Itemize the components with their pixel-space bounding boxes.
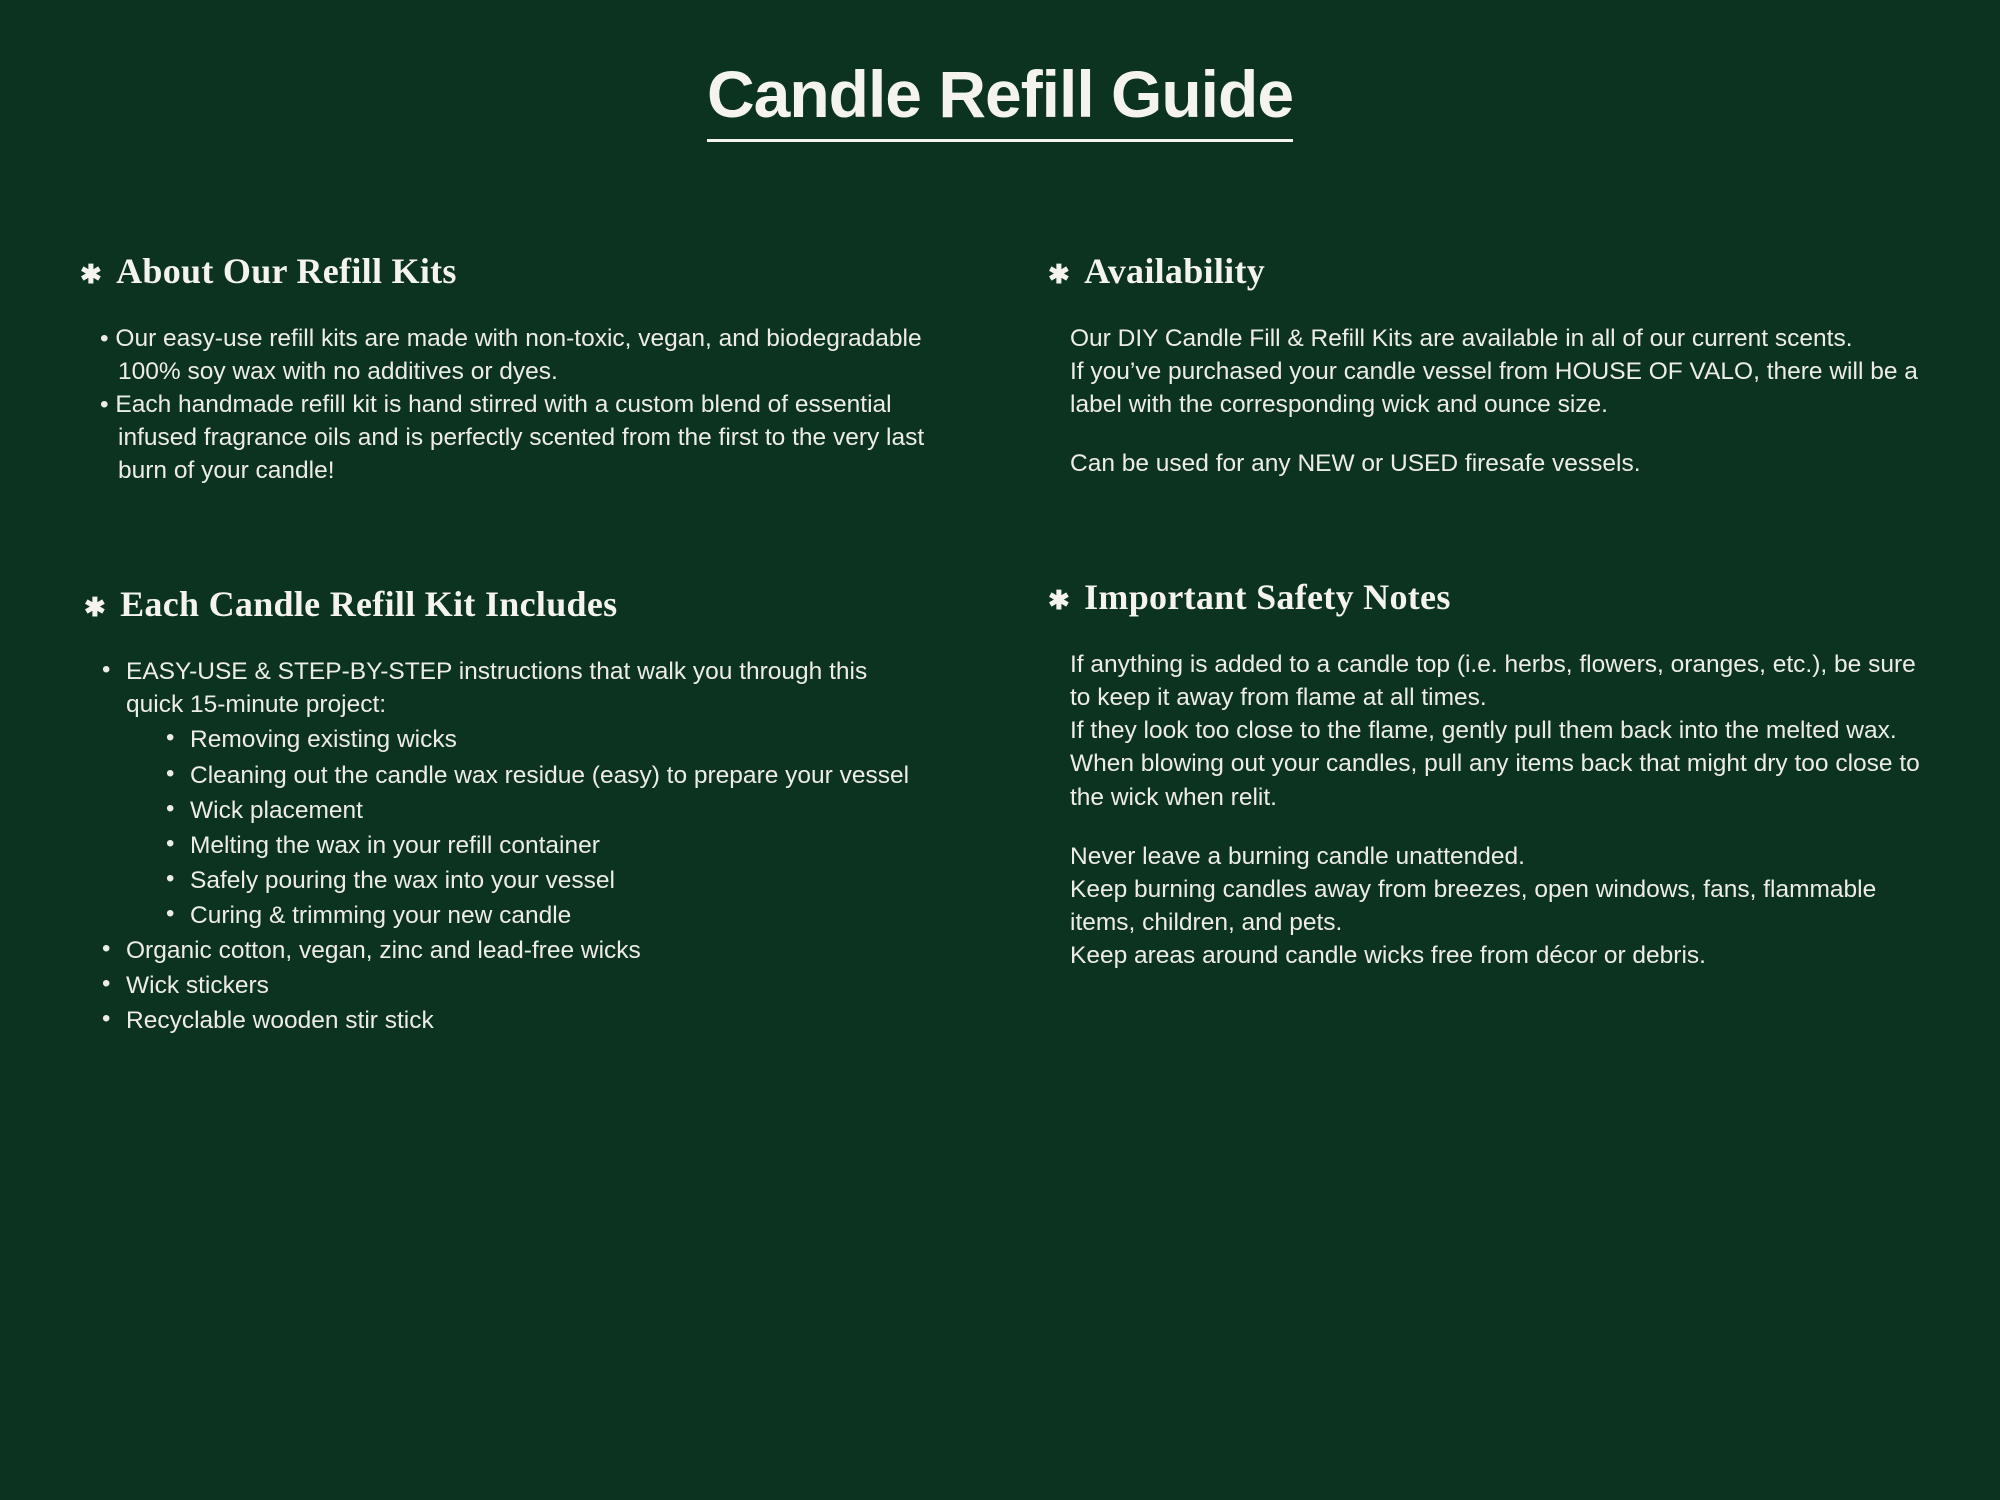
section-body-about [70,322,930,487]
section-heading-availability-text: Availability [1084,251,1266,291]
paragraph: Can be used for any NEW or USED firesafe vessels. [1070,450,1641,478]
list-item: • Recyclable wooden stir stick [100,1004,930,1037]
section-each-candle-refill-kit-includes [70,583,930,1037]
section-heading-about [70,250,930,292]
section-body-availability [1048,322,1930,480]
includes-sublist [126,723,930,931]
list-item [100,655,930,932]
content-columns [0,250,2000,1107]
paragraph: Our DIY Candle Fill & Refill Kits are available in all of our current scents. [1070,325,1853,352]
list-item: • Wick stickers [100,969,930,1002]
section-heading-safety [1048,576,1930,618]
list-item: • Removing existing wicks [164,723,930,756]
paragraph: When blowing out your candles, pull any items back that might dry too close to the wick when relit. [1070,750,1920,811]
asterisk-icon: ✱ [84,593,107,623]
paragraph: • Our easy-use refill kits are made with non-toxic, vegan, and biodegradable 100% soy wax with no additives or dyes. [100,325,922,386]
section-important-safety-notes [1048,576,1930,972]
left-column [70,250,1000,1107]
asterisk-icon: ✱ [1048,260,1071,289]
section-about-our-refill-kits [70,250,930,487]
paragraph: Keep burning candles away from breezes, open windows, fans, flammable items, children, and pets. [1070,875,1877,936]
asterisk-icon: ✱ [80,260,103,289]
page-title [0,0,2000,132]
spacer [1070,814,1930,840]
paragraph: If anything is added to a candle top (i.e. herbs, flowers, oranges, etc.), be sure to keep it away from flame at all times. [1070,651,1916,712]
section-heading-safety-text: Important Safety Notes [1084,577,1451,618]
page-title-text: Candle Refill Guide [707,57,1293,142]
right-column [1000,250,1930,1107]
section-body-safety [1048,648,1930,972]
section-heading-includes [70,583,930,625]
section-heading-about-text: About Our Refill Kits [116,251,457,291]
list-item: • Wick placement [164,794,930,827]
paragraph: Keep areas around candle wicks free from décor or debris. [1070,941,1706,969]
asterisk-icon: ✱ [1048,586,1071,616]
list-item: • Safely pouring the wax into your vessel [164,864,930,897]
list-item: • Organic cotton, vegan, zinc and lead-free wicks [100,934,930,967]
list-item: • Cleaning out the candle wax residue (easy) to prepare your vessel [164,759,930,792]
spacer [1070,421,1930,447]
section-availability [1048,250,1930,480]
paragraph: Never leave a burning candle unattended. [1070,842,1525,870]
section-body-includes [70,655,930,1037]
paragraph: If they look too close to the flame, gently pull them back into the melted wax. [1070,717,1897,745]
list-item-text: EASY-USE & STEP-BY-STEP instructions that walk you through this quick 15-minute project: [126,658,868,719]
section-heading-availability [1048,250,1930,292]
paragraph: If you’ve purchased your candle vessel from HOUSE OF VALO, there will be a label with the corresponding wick and ounce size. [1070,358,1918,419]
paragraph: • Each handmade refill kit is hand stirred with a custom blend of essential infused fragrance oils and is perfectly scented from the first to the very last burn of your candle! [100,391,925,485]
list-item: • Melting the wax in your refill container [164,829,930,862]
includes-list [70,655,930,1037]
section-heading-includes-text: Each Candle Refill Kit Includes [120,584,618,625]
list-item: • Curing & trimming your new candle [164,899,930,932]
